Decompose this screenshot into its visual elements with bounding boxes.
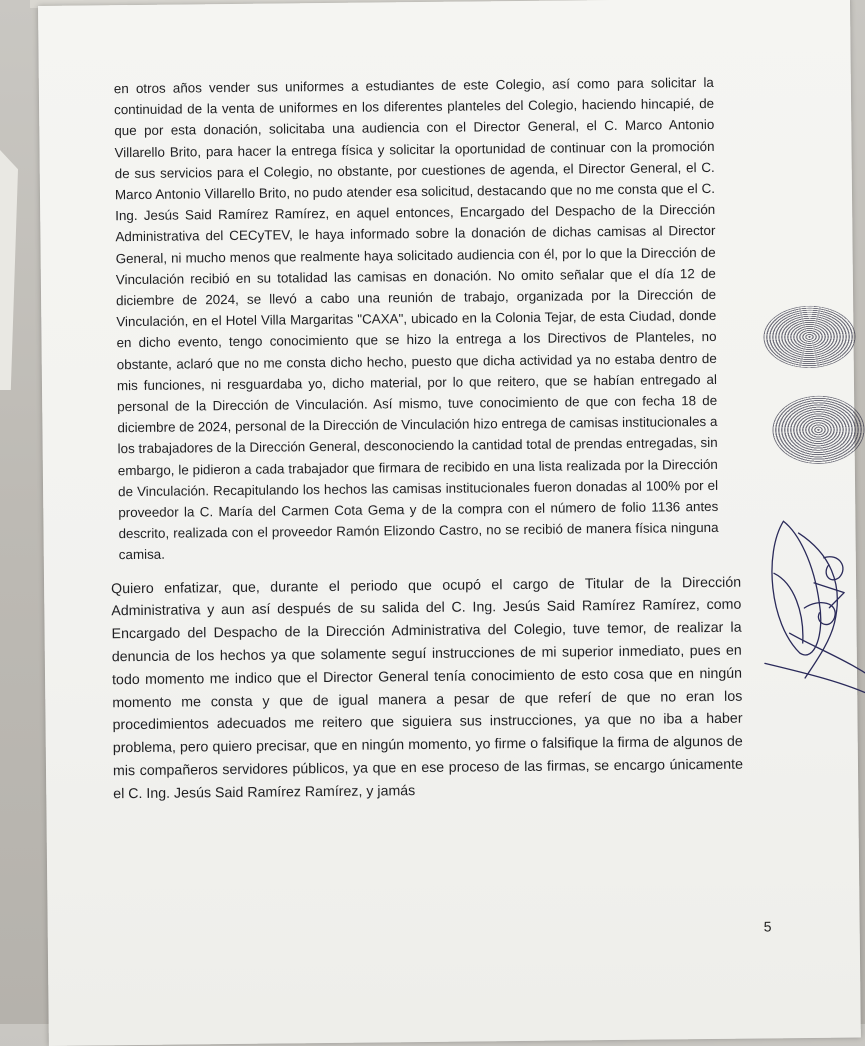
fingerprint-mark-bottom [772, 395, 865, 464]
background-paper-scrap [0, 150, 18, 390]
document-page [38, 0, 861, 1046]
paragraph-1: en otros años vender sus uniformes a estudiantes de este Colegio, así como para solicitar la continuidad de la venta de uniformes en los diferentes planteles del Colegio, haciendo hincapié, de que por esta donación, solicitaba una audiencia con el Director General, el C. Marco Antonio Villarello Brito, para hacer la entrega física y solicitar la oportunidad de continuar con la promoción de sus servicios para el Colegio, no obstante, por cuestiones de agenda, el Director General, el C. Marco Antonio Villarello Brito, no pudo atender esa solicitud, destacando que no me consta que el C. Ing. Jesús Said Ramírez Ramírez, en aquel entonces, Encargado del Despacho de la Dirección Administrativa del CECyTEV, le haya informado sobre la donación de dichas camisas al Director General, ni mucho menos que realmente haya solicitado audiencia con él, por lo que la Dirección de Vinculación recibió en su totalidad las camisas en donación. No omito señalar que el día 12 de diciembre de 2024, se llevó a cabo una reunión de trabajo, organizada por la Dirección de Vinculación, en el Hotel Villa Margaritas "CAXA", ubicado en la Colonia Tejar, de esta Ciudad, donde en dicho evento, tengo conocimiento que se hizo la entrega a los Directivos de Planteles, no obstante, aclaró que no me consta dicho hecho, puesto que dicha actividad ya no estaba dentro de mis funciones, ni resguardaba yo, dicho material, por lo que reitero, que se habían entregado al personal de la Dirección de Vinculación. Así mismo, tuve conocimiento de que con fecha 18 de diciembre de 2024, personal de la Dirección de Vinculación hizo entrega de camisas institucionales a los trabajadores de la Dirección General, desconociendo la cantidad total de prendas entregadas, sin embargo, le pidieron a cada trabajador que firmara de recibido en una lista realizada por la Dirección de Vinculación. Recapitulando los hechos las camisas institucionales fueron donadas al 100% por el proveedor la C. María del Carmen Cota Gema y de la compra con el número de folio 1136 antes descrito, realizada con el proveedor Ramón Elizondo Castro, no se recibió de manera física ninguna camisa. [113, 74, 719, 563]
fingerprint-mark-top [763, 305, 856, 368]
handwritten-signature [743, 512, 865, 709]
document-body [111, 72, 744, 806]
page-number: 5 [763, 918, 772, 935]
paragraph-2: Quiero enfatizar, que, durante el periodo que ocupó el cargo de Titular de la Dirección Administrativa y aun así después de su salida del C. Ing. Jesús Said Ramírez Ramírez, como Encargado del Despacho de la Dirección Administrativa del Colegio, tuve temor, de realizar la denuncia de los hechos ya que solamente seguí instrucciones de mi superior inmediato, pues en todo momento me indico que el Director General tenía conocimiento de esto cosa que en ningún momento me consta y que de igual manera a pesar de que referí de que no eran los procedimientos adecuados me reitero que siguiera sus instrucciones, ya que no iba a haber problema, pero quiero precisar, que en ningún momento, yo firme o falsifique la firma de algunos de mis compañeros servidores públicos, ya que en ese proceso de las firmas, se encargo únicamente el C. Ing. Jesús Said Ramírez Ramírez, y jamás [111, 574, 744, 803]
